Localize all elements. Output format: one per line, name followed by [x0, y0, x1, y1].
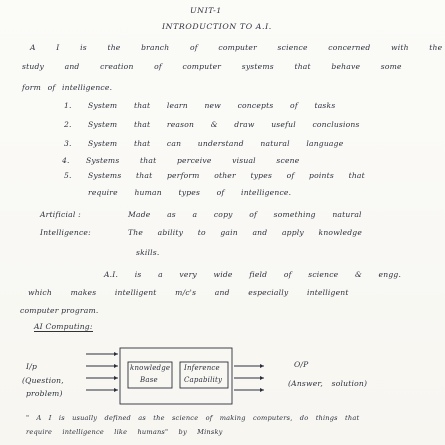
- input-label: I/p: [26, 362, 38, 371]
- para2-line-1: A.I. is a very wide field of science & engg.: [104, 270, 402, 279]
- point-5-cont: require human types of intelligence.: [88, 188, 292, 197]
- output-label: O/P: [294, 360, 309, 369]
- def-term-intelligence: Intelligence:: [40, 228, 91, 237]
- para2-line-2: which makes intelligent m/c's and especially intelligent: [28, 288, 349, 297]
- point-2-text: System that reason & draw useful conclusions: [88, 120, 360, 129]
- point-4-text: Systems that perceive visual scene: [86, 156, 300, 165]
- unit-heading: UNIT-1: [190, 6, 222, 15]
- point-5-num: 5.: [64, 171, 72, 180]
- point-3-num: 3.: [64, 139, 72, 148]
- kb-line-1: knowledge: [130, 364, 171, 372]
- page-title: INTRODUCTION TO A.I.: [162, 22, 272, 31]
- def-text-artificial: Made as a copy of something natural: [128, 210, 362, 219]
- para2-line-3: computer program.: [20, 306, 99, 315]
- def-text-intelligence: The ability to gain and apply knowledge: [128, 228, 363, 237]
- point-4-num: 4.: [62, 156, 70, 165]
- input-sub-1: (Question,: [22, 376, 64, 385]
- def-term-artificial: Artificial :: [40, 210, 81, 219]
- kb-line-2: Base: [140, 376, 158, 384]
- point-1-num: 1.: [64, 101, 72, 110]
- section-heading: AI Computing:: [34, 322, 93, 331]
- intro-line-2: study and creation of computer systems that behave some: [22, 62, 402, 71]
- point-5-text: Systems that perform other types of points that: [88, 171, 365, 180]
- def-text-cont: skills.: [136, 248, 160, 257]
- point-1-text: System that learn new concepts of tasks: [88, 101, 336, 110]
- input-sub-2: problem): [26, 389, 63, 398]
- intro-line-1: A I is the branch of computer science concerned with the: [30, 43, 443, 52]
- quote-line-2: require intelligence like humans" by Minsky: [26, 428, 223, 436]
- inf-line-2: Capability: [184, 376, 223, 384]
- point-2-num: 2.: [64, 120, 72, 129]
- inf-line-1: Inference: [184, 364, 220, 372]
- intro-line-3: form of intelligence.: [22, 83, 113, 92]
- quote-line-1: " A I is usually defined as the science of making computers, do things that: [26, 414, 360, 422]
- output-sub: (Answer, solution): [288, 379, 368, 388]
- point-3-text: System that can understand natural language: [88, 139, 344, 148]
